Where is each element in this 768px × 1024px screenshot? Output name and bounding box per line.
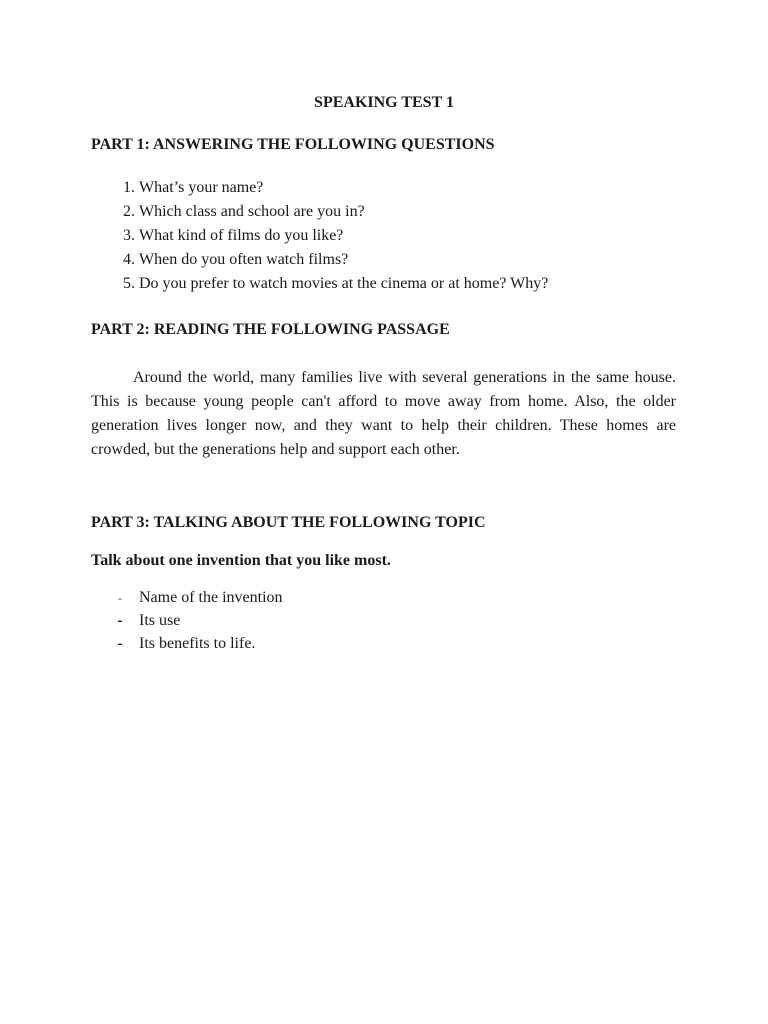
dash-marker: -: [117, 612, 123, 629]
bullet-text: Its use: [139, 612, 181, 629]
question-item: [91, 224, 548, 248]
question-text: What’s your name?: [139, 179, 264, 196]
bullet-text: Its benefits to life.: [139, 635, 256, 652]
part1-heading: PART 1: ANSWERING THE FOLLOWING QUESTIONS: [91, 136, 495, 153]
dash-marker: -: [117, 635, 123, 652]
question-text: Which class and school are you in?: [139, 203, 365, 220]
question-item: [91, 272, 548, 296]
part2-heading: PART 2: READING THE FOLLOWING PASSAGE: [91, 321, 450, 338]
question-number: 4.: [123, 251, 135, 268]
topic-bullet-list: [91, 586, 283, 655]
bullet-item: [91, 609, 283, 632]
topic-prompt: Talk about one invention that you like most.: [91, 552, 391, 569]
bullet-item: [91, 586, 283, 609]
dash-marker: -: [118, 591, 122, 605]
part3-heading: PART 3: TALKING ABOUT THE FOLLOWING TOPIC: [91, 514, 486, 531]
question-item: [91, 200, 548, 224]
reading-passage: Around the world, many families live with several generations in the same house. This is because young people can't afford to move away from home. Also, the older generation lives longer now, and they want to help their children. These homes are crowded, but the generations help and support each other.: [91, 369, 676, 458]
document-title: SPEAKING TEST 1: [314, 94, 454, 111]
question-text: When do you often watch films?: [139, 251, 349, 268]
question-text: What kind of films do you like?: [139, 227, 344, 244]
question-item: [91, 248, 548, 272]
question-number: 5.: [123, 275, 135, 292]
question-item: [91, 176, 548, 200]
question-number: 3.: [123, 227, 135, 244]
question-number: 2.: [123, 203, 135, 220]
question-list: [91, 176, 548, 296]
bullet-text: Name of the invention: [139, 589, 283, 606]
bullet-item: [91, 632, 283, 655]
question-number: 1.: [123, 179, 135, 196]
question-text: Do you prefer to watch movies at the cinema or at home? Why?: [139, 275, 549, 292]
